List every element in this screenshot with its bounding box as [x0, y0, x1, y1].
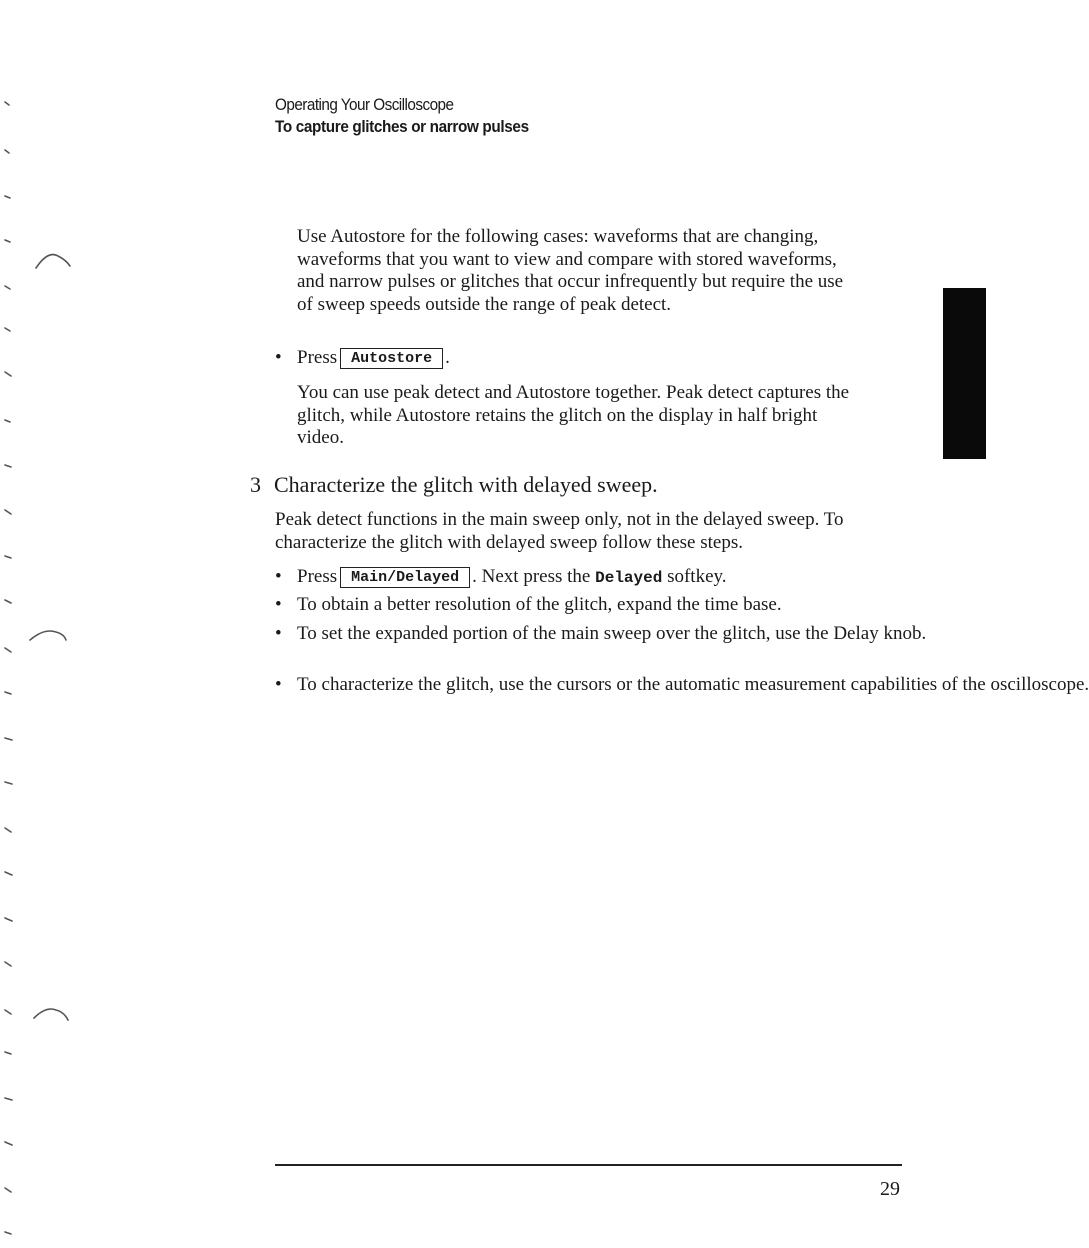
bullet-4-text: To characterize the glitch, use the cursors or the automatic measurement capabilities of the oscilloscope. — [297, 674, 1089, 695]
footer-rule — [275, 1164, 902, 1166]
page-header — [275, 94, 557, 138]
page-number: 29 — [880, 1178, 900, 1200]
section-title: Operating Your Oscilloscope — [275, 95, 454, 114]
bullet-dot: • — [275, 623, 282, 644]
autostore-key: Autostore — [340, 348, 443, 369]
step-number: 3 — [250, 472, 261, 497]
bullet-dot: • — [275, 594, 282, 615]
delayed-softkey: Delayed — [595, 569, 663, 587]
step-3-heading — [250, 472, 658, 498]
chapter-thumb-tab — [943, 288, 986, 459]
bullet-dot: • — [275, 566, 282, 587]
bullet-2-text: To obtain a better resolution of the glitch, expand the time base. — [297, 594, 782, 615]
step-title: Characterize the glitch with delayed sweep. — [274, 472, 658, 497]
bullet-dot: • — [275, 347, 282, 368]
topic-title: To capture glitches or narrow pulses — [275, 117, 529, 136]
bullet-3-text: To set the expanded portion of the main sweep over the glitch, use the Delay knob. — [297, 623, 927, 644]
press-label: Press — [297, 347, 338, 368]
bullet-dot: • — [275, 674, 282, 695]
autostore-note: You can use peak detect and Autostore together. Peak detect captures the glitch, while Autostore retains the glitch on the display in half bright video. — [297, 382, 850, 448]
bullet-1-suffix: softkey. — [667, 566, 727, 587]
binder-margin-marks — [0, 0, 100, 1248]
intro-paragraph: Use Autostore for the following cases: waveforms that are changing, waveforms that you want to view and compare with stored waveforms, and narrow pulses or glitches that occur infrequently but require the use of sweep speeds outside the range of peak detect. — [297, 226, 844, 315]
bullet-1-middle: . Next press the — [472, 566, 591, 587]
main-delayed-key: Main/Delayed — [340, 567, 470, 588]
press-suffix: . — [445, 347, 450, 368]
step-3-description: Peak detect functions in the main sweep only, not in the delayed sweep. To characterize the glitch with delayed sweep follow these steps. — [275, 509, 844, 553]
press-label: Press — [297, 566, 338, 587]
